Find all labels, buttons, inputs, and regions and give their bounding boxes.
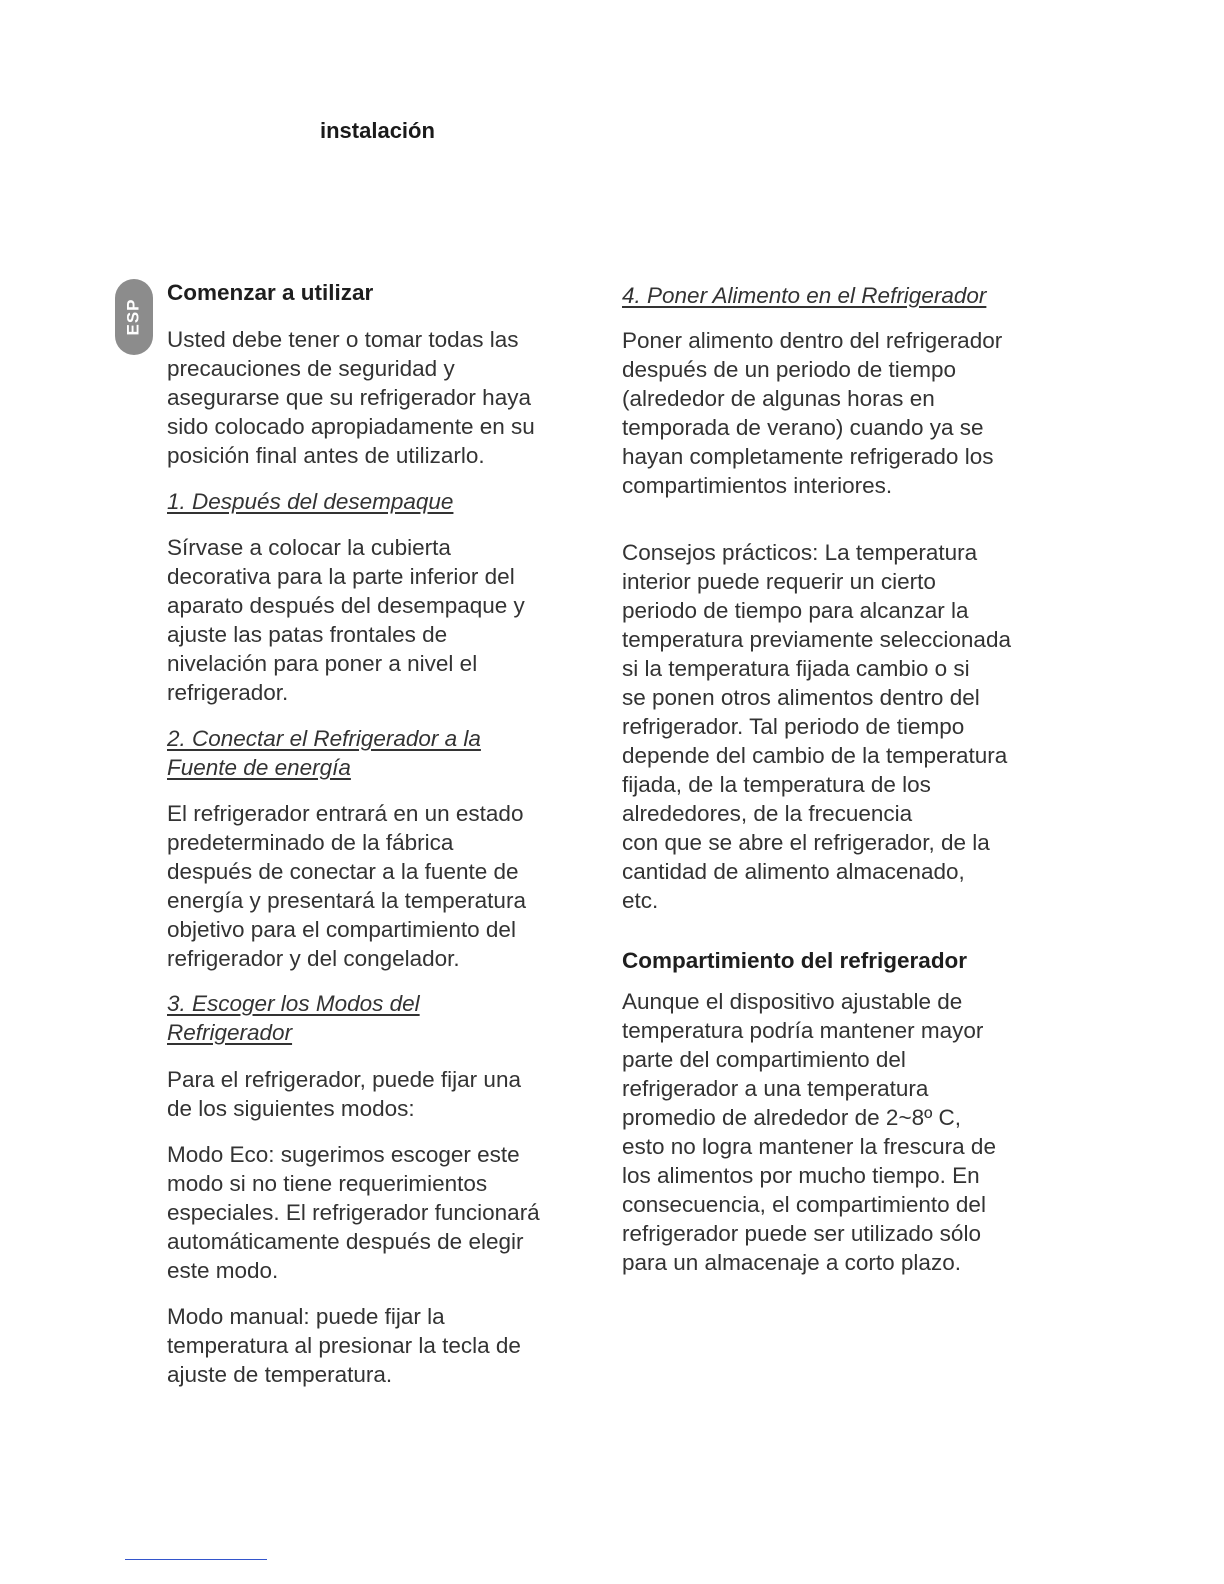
manual-mode-paragraph: Modo manual: puede fijar la temperatura al presionar la tecla de ajuste de temperatura. <box>167 1304 521 1387</box>
language-tab-label: ESP <box>124 298 143 336</box>
language-tab <box>115 279 153 355</box>
tips-paragraph: Consejos prácticos: La temperatura interior puede requerir un cierto periodo de tiempo para alcanzar la temperatura previamente seleccionada si la temperatura fijada cambio o si se ponen otros alimentos dentro del refrigerador. Tal periodo de tiempo depende del cambio de la temperatura fijada, de la temperatura de los alrededores, de la frecuencia con que se abre el refrigerador, de la cantidad de alimento almacenado, etc. <box>622 540 1011 913</box>
footer-rule <box>125 1559 267 1560</box>
subsection-title-food: 4. Poner Alimento en el Refrigerador <box>622 283 987 308</box>
subsection-title-modes-line2: Refrigerador <box>167 1020 293 1045</box>
subsection-title-power <box>167 724 597 782</box>
subsection-title-power-line1: 2. Conectar el Refrigerador a la <box>167 726 481 751</box>
subsection-title-power-line2: Fuente de energía <box>167 755 351 780</box>
eco-mode-paragraph: Modo Eco: sugerimos escoger este modo si no tiene requerimientos especiales. El refrigerador funcionará automáticamente después de elegir este modo. <box>167 1142 540 1283</box>
modes-paragraph: Para el refrigerador, puede fijar una de los siguientes modos: <box>167 1067 521 1121</box>
intro-paragraph: Usted debe tener o tomar todas las precauciones de seguridad y asegurarse que su refrigerador haya sido colocado apropiadamente en su posición final antes de utilizarlo. <box>167 327 535 468</box>
section-heading-start: Comenzar a utilizar <box>167 280 374 305</box>
subsection-title-modes <box>167 989 597 1047</box>
subsection-title-unpacking: 1. Después del desempaque <box>167 489 454 514</box>
food-paragraph: Poner alimento dentro del refrigerador después de un periodo de tiempo (alrededor de algunas horas en temporada de verano) cuando ya se hayan completamente refrigerado los compartimientos interiores. <box>622 328 1003 498</box>
subsection-title-modes-line1: 3. Escoger los Modos del <box>167 991 420 1016</box>
unpacking-paragraph: Sírvase a colocar la cubierta decorativa para la parte inferior del aparato después del desempaque y ajuste las patas frontales de nivelación para poner a nivel el refrigerador. <box>167 535 525 705</box>
section-heading-compartment: Compartimiento del refrigerador <box>622 948 968 973</box>
power-paragraph: El refrigerador entrará en un estado predeterminado de la fábrica después de conectar a la fuente de energía y presentará la temperatura objetivo para el compartimiento del refrigerador y del congelador. <box>167 801 526 971</box>
page-title: instalación <box>320 118 435 143</box>
compartment-paragraph: Aunque el dispositivo ajustable de temperatura podría mantener mayor parte del compartimiento del refrigerador a una temperatura promedio de alrededor de 2~8º C, esto no logra mantener la frescura de los alimentos por mucho tiempo. En consecuencia, el compartimiento del refrigerador puede ser utilizado sólo para un almacenaje a corto plazo. <box>622 989 996 1275</box>
